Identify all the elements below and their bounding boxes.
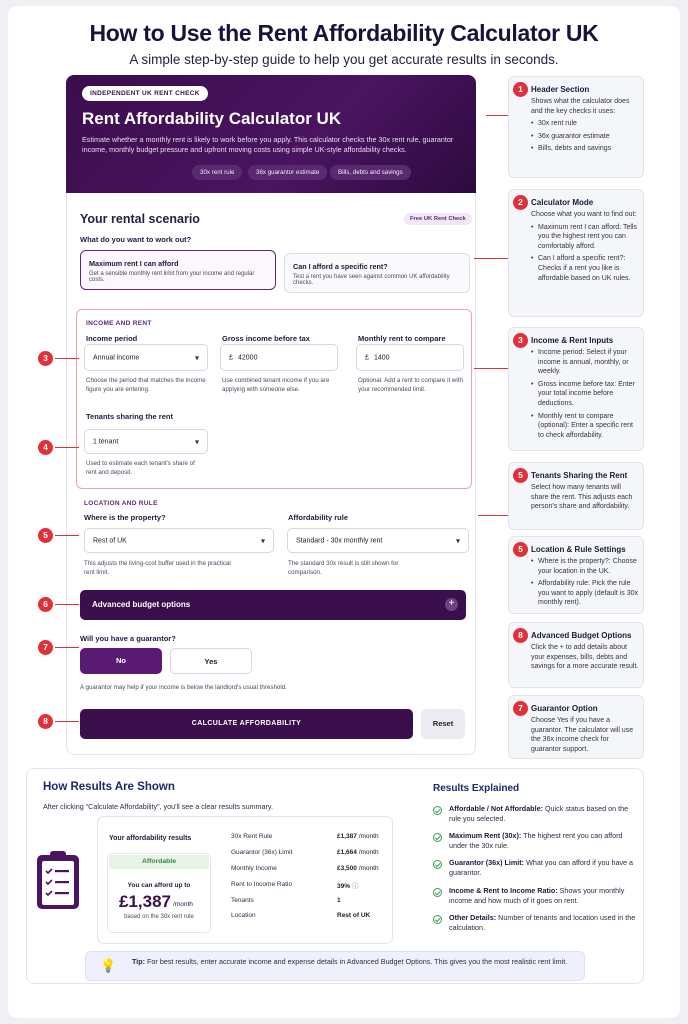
tenants-select[interactable]: 1 tenant ▾: [84, 429, 208, 454]
check-icon: [433, 833, 442, 842]
mode-max-rent[interactable]: [80, 250, 276, 290]
gross-income-help: Use combined tenant income if you are applying with someone else.: [222, 377, 330, 393]
income-caption: INCOME AND RENT: [86, 320, 152, 327]
afford-basis: based on the 30x rent rule: [124, 914, 194, 920]
annotation-guarantor: 7 Guarantor Option Choose Yes if you have a guarantor. The calculator will use the 36x income check for guarantor support.: [508, 695, 644, 759]
step-marker: 4: [38, 440, 53, 455]
results-card-title: Your affordability results: [109, 835, 192, 842]
step-marker: 7: [38, 640, 53, 655]
annotation-arrow: [486, 115, 508, 116]
result-row-label: Tenants: [231, 897, 254, 904]
afford-text: You can afford up to: [127, 882, 191, 889]
location-caption: LOCATION AND RULE: [84, 500, 158, 507]
plus-icon: +: [445, 598, 458, 611]
rent-compare-help: Optional. Add a rent to compare it with your recommended limit.: [358, 377, 463, 393]
explained-item: Affordable / Not Affordable: Quick status based on the rule you selected.: [449, 804, 629, 823]
tenants-help: Used to estimate each tenant's share of rent and deposit.: [86, 460, 195, 476]
rule-help: The standard 30x result is still shown for comparison.: [288, 560, 399, 576]
location-select[interactable]: Rest of UK ▾: [84, 528, 274, 553]
tenants-label: Tenants sharing the rent: [86, 412, 173, 421]
result-row-value: £1,664 /month: [337, 849, 379, 856]
free-check-badge: Free UK Rent Check: [404, 213, 472, 225]
rule-select[interactable]: Standard - 30x monthly rent ▾: [287, 528, 469, 553]
guarantor-question: Will you have a guarantor?: [80, 634, 176, 643]
header-chip: INDEPENDENT UK RENT CHECK: [82, 86, 208, 101]
guarantor-no-button[interactable]: No: [80, 648, 162, 674]
marker-arrow: [55, 447, 79, 448]
marker-arrow: [55, 604, 79, 605]
check-icon: [433, 888, 442, 897]
mode-specific-rent[interactable]: [284, 253, 470, 293]
income-period-select[interactable]: Annual income ▾: [84, 344, 208, 371]
step-marker: 6: [38, 597, 53, 612]
annotation-mode: 2 Calculator Mode Choose what you want to find out: • Maximum rent I can afford: Tells you the highest rent you can comfortably afford. • Can I afford a specific rent?: Checks if a rent you like is affordable based on UK rules.: [508, 189, 644, 317]
mode-desc: Get a sensible monthly rent limit from your income and regular costs.: [89, 271, 255, 283]
check-icon: [433, 806, 442, 815]
header-pill: Bills, debts and savings: [330, 165, 411, 180]
header-pill: 30x rent rule: [192, 165, 242, 180]
afford-amount: £1,387: [119, 892, 171, 911]
afford-per: /month: [173, 901, 193, 908]
guarantor-yes-button[interactable]: Yes: [170, 648, 252, 674]
annotation-advanced: 8 Advanced Budget Options Click the + to add details about your expenses, bills, debts and savings for a more accurate result.: [508, 622, 644, 688]
results-intro: After clicking “Calculate Affordability”, you'll see a clear results summary.: [43, 802, 273, 811]
mode-desc: Test a rent you have seen against common UK affordability checks.: [293, 274, 450, 286]
result-row-value: Rest of UK: [337, 912, 371, 919]
page-subtitle: A simple step-by-step guide to help you get accurate results in seconds.: [129, 52, 559, 67]
result-row-value: 39% ⓘ: [337, 883, 359, 890]
results-section: [26, 768, 644, 984]
result-row-label: Rent to Income Ratio: [231, 881, 293, 888]
advanced-options-toggle[interactable]: [80, 590, 466, 620]
marker-arrow: [55, 721, 79, 722]
rule-label: Affordability rule: [288, 513, 349, 522]
result-row-label: 30x Rent Rule: [231, 833, 273, 840]
step-marker: 8: [38, 714, 53, 729]
result-row-value: £1,387 /month: [337, 833, 379, 840]
rent-compare-label: Monthly rent to compare: [358, 334, 446, 343]
result-row-label: Guarantor (36x) Limit: [231, 849, 293, 856]
info-icon: ⓘ: [351, 883, 359, 890]
result-row-value: £3,500 /month: [337, 865, 379, 872]
location-help: This adjusts the living-cost buffer used in the practical rent limit.: [84, 560, 231, 576]
results-title: How Results Are Shown: [43, 781, 175, 793]
clipboard-icon: [35, 849, 83, 911]
income-period-help: Choose the period that matches the income figure you are entering.: [86, 377, 206, 393]
header-title: Rent Affordability Calculator UK: [82, 109, 342, 128]
annotation-arrow: [478, 515, 508, 516]
annotation-income: 3 Income & Rent Inputs • Income period: Select if your income is annual, monthly, or weekly. • Gross income before tax: Enter your total income before deductions. • Monthly rent to compare (optional): Enter a specific rent to check affordability.: [508, 327, 644, 451]
marker-arrow: [55, 358, 79, 359]
header-pill: 36x guarantor estimate: [248, 165, 327, 180]
result-row-label: Location: [231, 912, 256, 919]
mode-title: Can I afford a specific rent?: [293, 262, 388, 271]
marker-arrow: [55, 647, 79, 648]
location-label: Where is the property?: [84, 513, 166, 522]
calculate-button[interactable]: CALCULATE AFFORDABILITY: [80, 709, 413, 739]
check-icon: [433, 915, 442, 924]
step-marker: 5: [38, 528, 53, 543]
explained-item: Maximum Rent (30x): The highest rent you can afford under the 30x rule.: [449, 831, 623, 850]
rent-compare-input[interactable]: £ 1400: [356, 344, 464, 371]
result-row-label: Monthly Income: [231, 865, 277, 872]
explained-item: Guarantor (36x) Limit: What you can afford if you have a guarantor.: [449, 858, 634, 877]
lightbulb-icon: 💡: [100, 958, 117, 973]
gross-income-label: Gross income before tax: [222, 334, 310, 343]
scenario-title: Your rental scenario: [80, 212, 200, 226]
tip-text: Tip: For best results, enter accurate income and expense details in Advanced Budget Options. This gives you the most realistic rent limit.: [132, 957, 568, 966]
check-icon: [433, 860, 442, 869]
page-title: How to Use the Rent Affordability Calculator UK: [89, 20, 599, 46]
annotation-arrow: [474, 258, 508, 259]
income-period-label: Income period: [86, 334, 138, 343]
annotation-header: 1 Header Section Shows what the calculator does and the key checks it uses: • 30x rent rule • 36x guarantor estimate • Bills, debts and savings: [508, 76, 644, 178]
header-description: Estimate whether a monthly rent is likely to work before you apply. This calculator checks the 30x rent rule, guarantor income, monthly budget pressure and upfront moving costs using simple UK-style affordability checks.: [82, 135, 454, 154]
explained-item: Other Details: Number of tenants and location used in the calculation.: [449, 913, 636, 932]
mode-title: Maximum rent I can afford: [89, 259, 179, 268]
reset-button[interactable]: Reset: [421, 709, 465, 739]
result-row-value: 1: [337, 897, 341, 904]
status-badge: Affordable: [109, 855, 209, 869]
step-marker: 3: [38, 351, 53, 366]
advanced-options-label: Advanced budget options: [92, 600, 191, 609]
annotation-location: 5 Location & Rule Settings • Where is the property?: Choose your location in the UK. • Affordability rule: Pick the rule you want to apply (default is 30x monthly rent).: [508, 536, 644, 614]
calculator-header: [66, 75, 476, 193]
annotation-arrow: [474, 368, 508, 369]
annotation-tenants: 5 Tenants Sharing the Rent Select how many tenants will share the rent. This adjusts each person's share and affordability.: [508, 462, 644, 530]
mode-question: What do you want to work out?: [80, 235, 192, 244]
explained-item: Income & Rent to Income Ratio: Shows your monthly income and how much of it goes on rent.: [449, 886, 625, 905]
tip-box: [85, 951, 585, 981]
explained-title: Results Explained: [433, 783, 520, 794]
marker-arrow: [55, 535, 79, 536]
gross-income-input[interactable]: £ 42000: [220, 344, 338, 371]
guarantor-help: A guarantor may help if your income is below the landlord's usual threshold.: [80, 684, 287, 691]
